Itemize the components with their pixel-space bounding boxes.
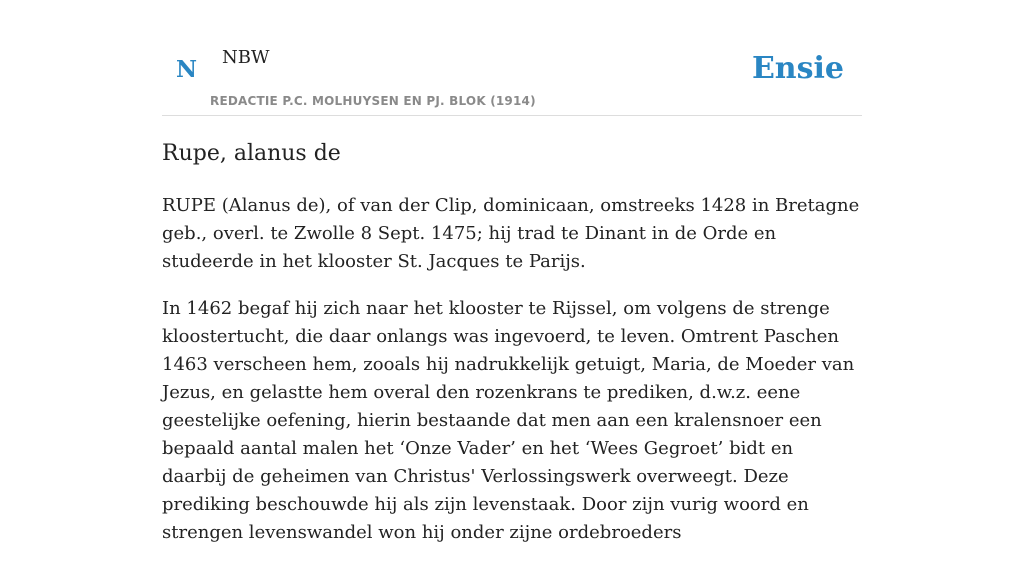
source-subtitle: REDACTIE P.C. MOLHUYSEN EN PJ. BLOK (1914) bbox=[210, 94, 536, 108]
article-title: Rupe, alanus de bbox=[162, 141, 341, 166]
source-logo[interactable]: N bbox=[176, 56, 198, 83]
article-paragraph: RUPE (Alanus de), of van der Clip, dominicaan, omstreeks 1428 in Bretagne geb., overl. te Zwolle 8 Sept. 1475; hij trad te Dinant in de Orde en studeerde in het klooster St. Jacques te Parijs. bbox=[162, 195, 860, 272]
source-name[interactable]: NBW bbox=[222, 47, 270, 68]
article-paragraph: In 1462 begaf hij zich naar het klooster te Rijssel, om volgens de strenge kloostertucht, die daar onlangs was ingevoerd, te leven. Omtrent Paschen 1463 verscheen hem, zooals hij nadrukkelijk getuigt, Maria, de Moeder van Jezus, en gelastte hem overal den rozenkrans te prediken, d.w.z. eene geestelijke oefening, hierin bestaande dat men aan een kralensnoer een bepaald aantal malen het ‘Onze Vader’ en het ‘Wees Gegroet’ bidt en daarbij de geheimen van Christus' Verlossingswerk overweegt. Deze prediking beschouwde hij als zijn levenstaak. Door zijn vurig woord en strengen levenswandel won hij onder zijne ordebroeders bbox=[162, 298, 855, 543]
article-body bbox=[162, 192, 862, 566]
source-header bbox=[162, 0, 862, 116]
brand-logo[interactable]: Ensie bbox=[751, 51, 844, 86]
